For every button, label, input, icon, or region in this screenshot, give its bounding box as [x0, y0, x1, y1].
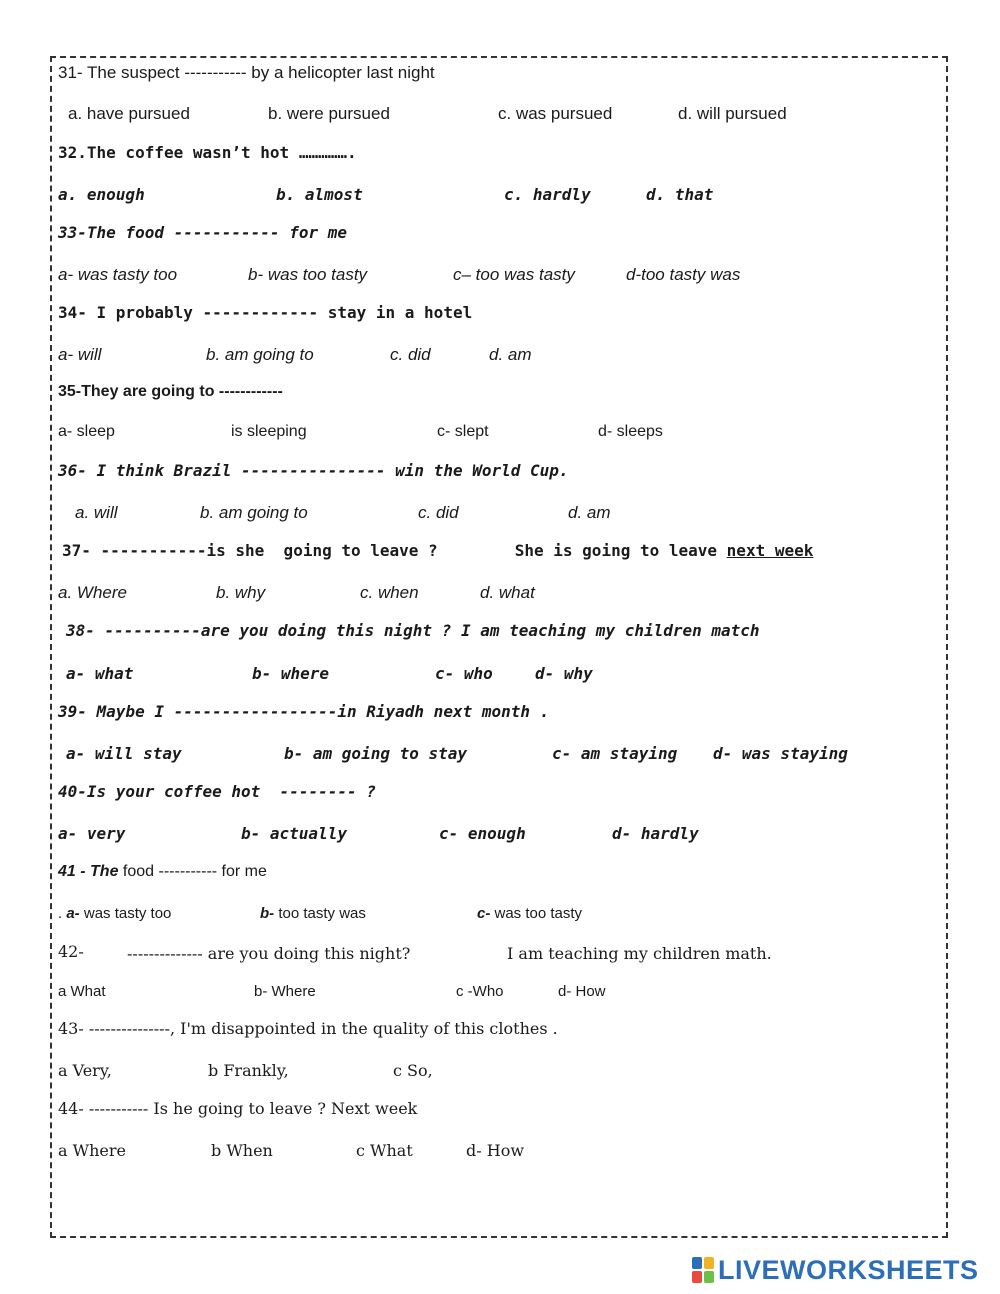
- q37-stem: [62, 543, 813, 559]
- q31-stem: 31- The suspect ----------- by a helicopter last night: [58, 63, 435, 82]
- q37-option-b[interactable]: b. why: [216, 583, 266, 602]
- q33-option-c[interactable]: c– too was tasty: [453, 265, 575, 284]
- q32-option-c[interactable]: c. hardly: [504, 185, 591, 204]
- q44-option-d[interactable]: d- How: [466, 1141, 525, 1160]
- q36-option-d[interactable]: d. am: [568, 503, 611, 522]
- q37-stem-underlined: next week: [726, 541, 814, 560]
- q35-option-d[interactable]: d- sleeps: [598, 423, 663, 440]
- q37-stem-text: 37- -----------is she going to leave ? She is going to leave: [62, 541, 727, 560]
- q33-option-a[interactable]: a- was tasty too: [58, 265, 178, 284]
- q41-option-b-text: too tasty was: [274, 905, 366, 922]
- q42-option-d[interactable]: d- How: [558, 983, 606, 1000]
- q42-option-c[interactable]: c -Who: [456, 983, 504, 1000]
- q37-option-a[interactable]: a. Where: [58, 583, 127, 602]
- q42-option-a[interactable]: a What: [58, 983, 106, 1000]
- q34-option-b[interactable]: b. am going to: [206, 345, 314, 364]
- q43-option-a[interactable]: a Very,: [58, 1061, 112, 1080]
- q40-option-d[interactable]: d- hardly: [612, 824, 699, 843]
- q43-option-b[interactable]: b Frankly,: [208, 1061, 289, 1080]
- q38-option-a[interactable]: a- what: [66, 664, 134, 683]
- q41-option-c[interactable]: [477, 905, 582, 922]
- q37-option-c[interactable]: c. when: [360, 583, 419, 602]
- q34-option-d[interactable]: d. am: [489, 345, 532, 364]
- q31-option-c[interactable]: c. was pursued: [498, 104, 613, 123]
- q35-option-a[interactable]: a- sleep: [58, 423, 115, 440]
- q38-option-d[interactable]: d- why: [535, 664, 593, 683]
- q39-stem: 39- Maybe I -----------------in Riyadh next month .: [58, 702, 550, 721]
- q34-stem: 34- I probably ------------ stay in a hotel: [58, 303, 473, 322]
- logo-square-red: [692, 1271, 702, 1283]
- q38-option-c[interactable]: c- who: [435, 664, 493, 683]
- logo-square-green: [704, 1271, 714, 1283]
- q38-option-b[interactable]: b- where: [252, 664, 330, 683]
- q31-option-d[interactable]: d. will pursued: [678, 104, 787, 123]
- q38-stem: 38- ----------are you doing this night ? I am teaching my children match: [66, 621, 760, 640]
- q41-option-c-text: was too tasty: [490, 905, 583, 922]
- q41-option-a-letter: a-: [66, 905, 80, 922]
- q36-option-b[interactable]: b. am going to: [200, 503, 308, 522]
- q36-option-c[interactable]: c. did: [418, 503, 459, 522]
- q39-option-d[interactable]: d- was staying: [713, 744, 848, 763]
- q35-option-c[interactable]: c- slept: [437, 423, 489, 440]
- liveworksheets-icon: [692, 1257, 714, 1283]
- q41-option-b-letter: b-: [260, 905, 275, 922]
- q33-stem: 33-The food ----------- for me: [58, 223, 347, 242]
- logo-square-yellow: [704, 1257, 714, 1269]
- liveworksheets-logo[interactable]: [692, 1254, 979, 1286]
- q41-option-c-letter: c-: [477, 905, 491, 922]
- logo-square-blue: [692, 1257, 702, 1269]
- q31-option-a[interactable]: a. have pursued: [68, 104, 190, 123]
- q41-stem: [58, 864, 267, 880]
- q34-option-c[interactable]: c. did: [390, 345, 431, 364]
- q44-option-b[interactable]: b When: [211, 1141, 273, 1160]
- q33-option-d[interactable]: d-too tasty was: [626, 265, 741, 284]
- q41-rest: food ----------- for me: [118, 863, 267, 880]
- q35-stem: 35-They are going to ------------: [58, 383, 283, 400]
- q44-option-c[interactable]: c What: [356, 1141, 413, 1160]
- q41-option-a[interactable]: [58, 905, 171, 922]
- q36-option-a[interactable]: a. will: [75, 503, 118, 522]
- q41-option-b[interactable]: [260, 905, 366, 922]
- q43-option-c[interactable]: c So,: [393, 1061, 433, 1080]
- q43-stem: 43- ---------------, I'm disappointed in the quality of this clothes .: [58, 1019, 558, 1038]
- q41-dot: .: [58, 905, 67, 922]
- q42-stem: -------------- are you doing this night?: [127, 944, 411, 963]
- q33-option-b[interactable]: b- was too tasty: [248, 265, 368, 284]
- q32-option-b[interactable]: b. almost: [276, 185, 363, 204]
- q41-the: The: [85, 863, 119, 880]
- q42-answer: I am teaching my children math.: [507, 944, 772, 963]
- q37-option-d[interactable]: d. what: [480, 583, 535, 602]
- q35-option-b[interactable]: is sleeping: [231, 423, 307, 440]
- q44-stem: 44- ----------- Is he going to leave ? Next week: [58, 1099, 418, 1118]
- q40-option-c[interactable]: c- enough: [439, 824, 526, 843]
- q42-option-b[interactable]: b- Where: [254, 983, 316, 1000]
- q41-option-a-text: was tasty too: [79, 905, 172, 922]
- q39-option-a[interactable]: a- will stay: [66, 744, 182, 763]
- q34-option-a[interactable]: a- will: [58, 345, 102, 364]
- q42-number: 42-: [58, 942, 84, 961]
- q36-stem: 36- I think Brazil --------------- win the World Cup.: [58, 461, 569, 480]
- q39-option-b[interactable]: b- am going to stay: [284, 744, 468, 763]
- q39-option-c[interactable]: c- am staying: [552, 744, 678, 763]
- q31-option-b[interactable]: b. were pursued: [268, 104, 390, 123]
- liveworksheets-wordmark: LIVEWORKSHEETS: [718, 1254, 979, 1285]
- q40-stem: 40-Is your coffee hot -------- ?: [58, 782, 376, 801]
- q41-number: 41 -: [58, 863, 86, 880]
- q32-stem: 32.The coffee wasn’t hot …………….: [58, 143, 357, 162]
- q40-option-a[interactable]: a- very: [58, 824, 126, 843]
- q32-option-a[interactable]: a. enough: [58, 185, 145, 204]
- q32-option-d[interactable]: d. that: [646, 185, 714, 204]
- q44-option-a[interactable]: a Where: [58, 1141, 126, 1160]
- q40-option-b[interactable]: b- actually: [241, 824, 347, 843]
